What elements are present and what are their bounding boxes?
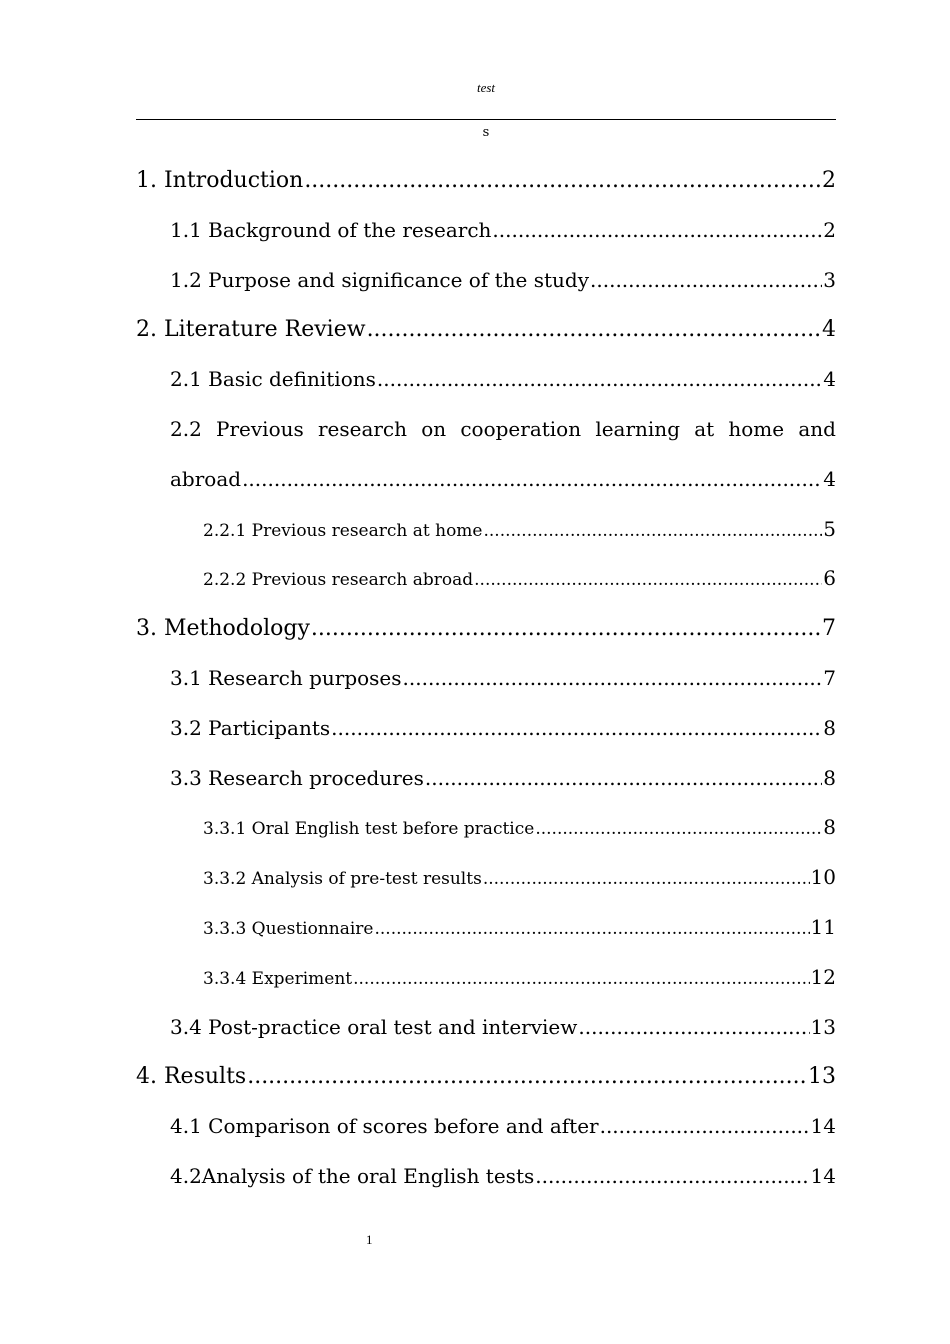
toc-entry-title: 3.3.1 Oral English test before practice — [203, 819, 535, 840]
toc-entry-page: 8 — [823, 815, 836, 840]
toc-dot-leader — [375, 905, 810, 955]
toc-entry-title: 1.2 Purpose and significance of the study — [170, 267, 590, 292]
toc-entry[interactable] — [136, 206, 836, 256]
toc-dot-leader — [578, 1003, 809, 1053]
toc-dot-leader — [425, 754, 822, 804]
toc-dot-leader — [535, 805, 822, 855]
toc-entry-page: 2 — [823, 217, 836, 242]
toc-entry-page: 8 — [823, 715, 836, 740]
toc-entry-page: 2 — [822, 168, 836, 193]
toc-entry-word: and — [798, 416, 836, 441]
toc-entry-word: cooperation — [460, 416, 582, 441]
toc-entry[interactable] — [136, 1003, 836, 1053]
toc-entry-page: 14 — [810, 1163, 836, 1188]
toc-entry-title: 3.3 Research procedures — [170, 765, 424, 790]
toc-dot-leader — [492, 206, 822, 256]
toc-entry-page: 13 — [810, 1014, 836, 1039]
toc-entry-title: 3.4 Post-practice oral test and interview — [170, 1014, 578, 1039]
page-number: 1 — [366, 1232, 373, 1247]
toc-entry[interactable] — [136, 305, 836, 355]
toc-entry[interactable] — [136, 604, 836, 654]
toc-dot-leader — [311, 604, 821, 654]
toc-dot-leader — [242, 455, 822, 505]
toc-entry-word: 2.2 — [170, 416, 202, 441]
toc-entry[interactable] — [136, 554, 836, 604]
toc-entry[interactable] — [136, 1102, 836, 1152]
toc-entry[interactable] — [136, 953, 836, 1003]
toc-entry-word: research — [317, 416, 408, 441]
toc-entry-title: 2.2.2 Previous research abroad — [203, 570, 474, 591]
toc-dot-leader — [367, 305, 821, 355]
toc-entry-title: 3. Methodology — [136, 616, 310, 642]
toc-entry[interactable] — [136, 654, 836, 704]
toc-entry[interactable] — [136, 355, 836, 405]
toc-entry-word: on — [421, 416, 447, 441]
toc-entry-page: 8 — [823, 765, 836, 790]
toc-entry-page: 7 — [822, 616, 836, 642]
toc-dot-leader — [483, 507, 822, 557]
header-divider — [136, 119, 836, 120]
toc-entry-title: 1.1 Background of the research — [170, 217, 492, 242]
toc-dot-leader — [535, 1152, 809, 1202]
toc-entry-title: 4.2Analysis of the oral English tests — [170, 1163, 535, 1188]
page-header: test — [476, 80, 496, 95]
page-subheader: s — [482, 125, 490, 140]
toc-entry[interactable] — [136, 853, 836, 903]
toc-dot-leader — [331, 704, 822, 754]
toc-entry[interactable] — [136, 1052, 836, 1102]
toc-entry-page: 14 — [810, 1114, 836, 1139]
toc-entry-title: 3.1 Research purposes — [170, 665, 402, 690]
toc-dot-leader — [403, 654, 823, 704]
toc-entry[interactable] — [136, 256, 836, 306]
toc-entry-title: 3.3.3 Questionnaire — [203, 918, 374, 939]
toc-entry-page: 12 — [810, 964, 836, 989]
toc-dot-leader — [600, 1102, 810, 1152]
toc-dot-leader — [377, 355, 822, 405]
toc-entry[interactable] — [136, 156, 836, 206]
toc-dot-leader — [247, 1052, 807, 1102]
toc-entry-word: Previous — [216, 416, 304, 441]
toc-entry-page: 4 — [822, 317, 836, 343]
toc-entry-heading-line[interactable] — [136, 405, 836, 455]
toc-entry-page: 4 — [823, 466, 836, 491]
toc-entry[interactable] — [136, 455, 836, 505]
toc-entry[interactable] — [136, 1152, 836, 1202]
toc-entry-page: 7 — [823, 665, 836, 690]
toc-entry-title: 2.2.1 Previous research at home — [203, 520, 483, 541]
toc-entry-word: at — [694, 416, 715, 441]
toc-entry-title: 1. Introduction — [136, 168, 304, 193]
toc-entry-title: 3.3.2 Analysis of pre-test results — [203, 869, 482, 890]
toc-entry-title: 4.1 Comparison of scores before and after — [170, 1114, 599, 1139]
toc-entry-title: 2. Literature Review — [136, 317, 366, 343]
toc-entry-page: 13 — [808, 1064, 836, 1090]
toc-entry[interactable] — [136, 704, 836, 754]
toc-entry-title: 2.1 Basic definitions — [170, 367, 376, 392]
toc-entry[interactable] — [136, 903, 836, 953]
toc-entry-word: learning — [595, 416, 680, 441]
toc-entry-page: 10 — [810, 865, 836, 890]
toc-entry-title: 3.2 Participants — [170, 715, 331, 740]
toc-entry-page: 3 — [823, 267, 836, 292]
toc-dot-leader — [474, 556, 822, 606]
toc-dot-leader — [590, 256, 822, 306]
toc-entry[interactable] — [136, 754, 836, 804]
toc-entry[interactable] — [136, 505, 836, 555]
table-of-contents — [136, 156, 836, 1202]
toc-entry-page: 11 — [810, 914, 836, 939]
toc-entry-page: 4 — [823, 367, 836, 392]
toc-entry[interactable] — [136, 803, 836, 853]
toc-entry-title: 4. Results — [136, 1064, 247, 1090]
toc-dot-leader — [304, 156, 821, 206]
toc-entry-title: abroad — [170, 466, 242, 491]
toc-entry-word: home — [728, 416, 785, 441]
toc-dot-leader — [353, 955, 809, 1005]
toc-entry-page: 6 — [823, 566, 836, 591]
toc-entry-title: 3.3.4 Experiment — [203, 968, 353, 989]
toc-dot-leader — [483, 855, 810, 905]
toc-entry-page: 5 — [823, 516, 836, 541]
